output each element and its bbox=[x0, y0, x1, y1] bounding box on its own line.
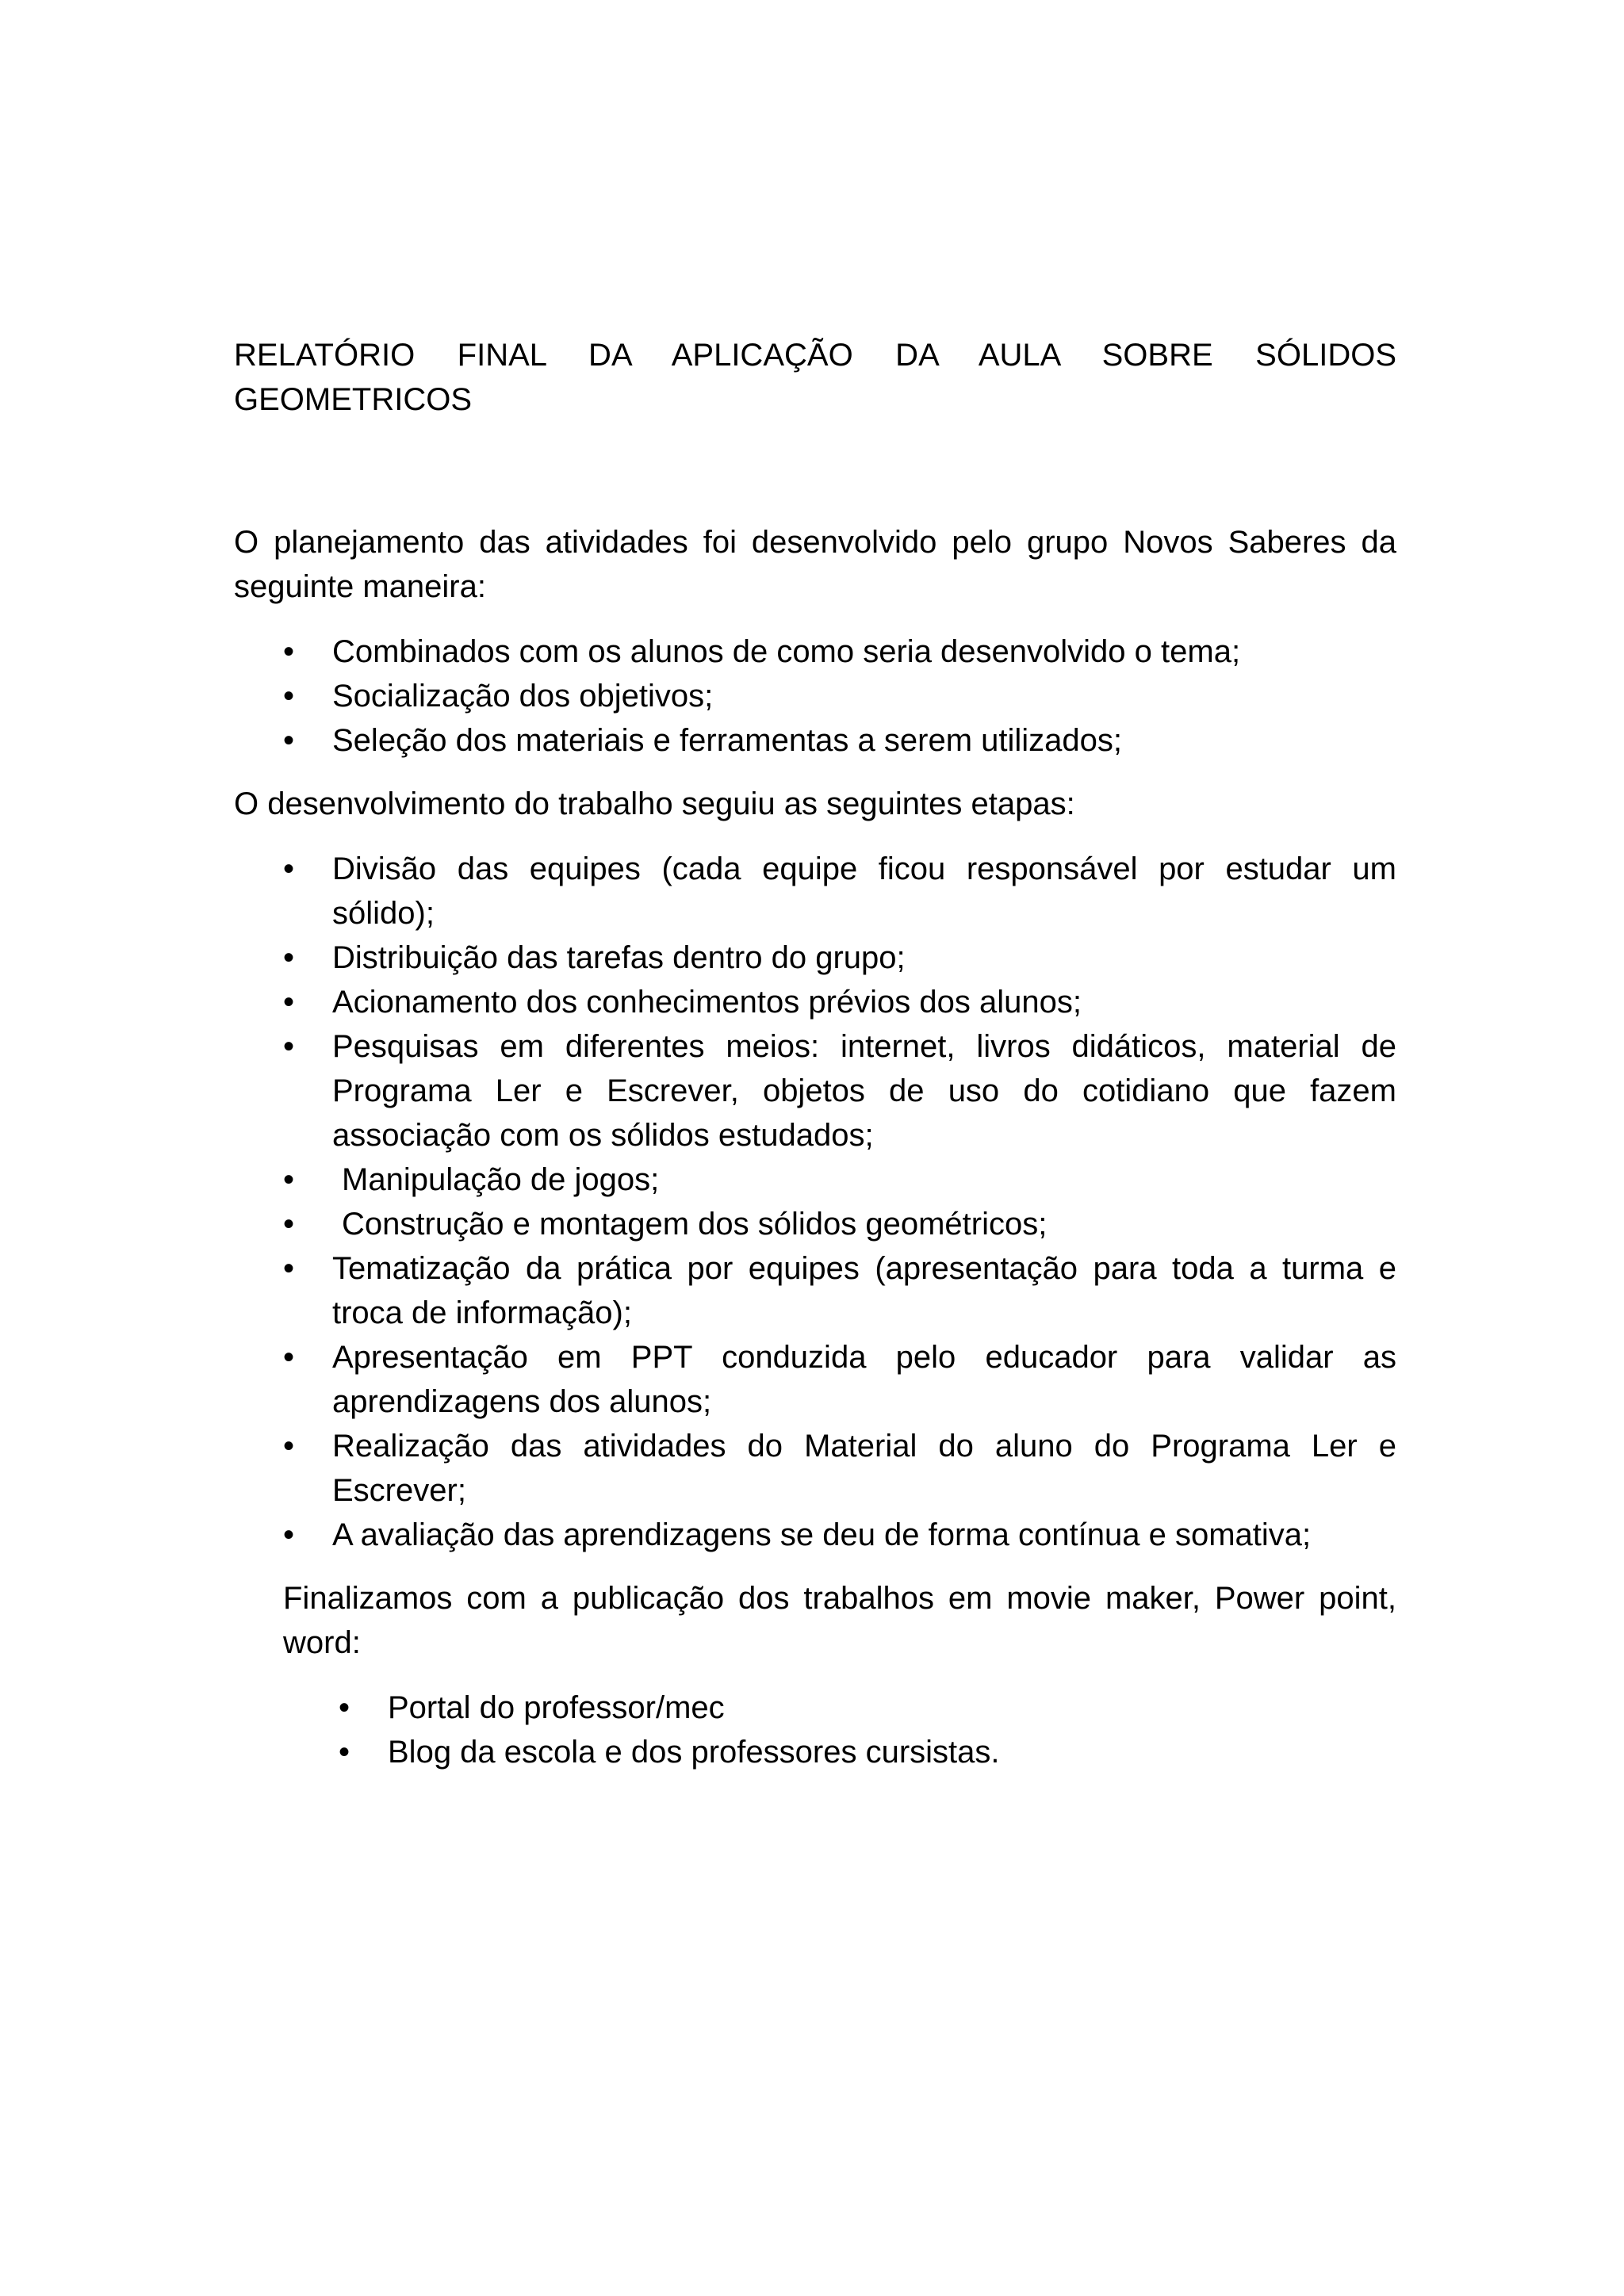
list-item-text: A avaliação das aprendizagens se deu de forma contínua e somativa; bbox=[332, 1517, 1312, 1552]
list-item bbox=[332, 674, 1396, 718]
list-item-text: Apresentação em PPT conduzida pelo educador para validar as aprendizagens dos alunos; bbox=[332, 1340, 1396, 1419]
list-item-text: Distribuição das tarefas dentro do grupo; bbox=[332, 940, 906, 975]
planning-list bbox=[234, 629, 1396, 763]
document-title: RELATÓRIO FINAL DA APLICAÇÃO DA AULA SOBRE SÓLIDOS GEOMETRICOS bbox=[234, 338, 1396, 417]
list-item bbox=[388, 1686, 1396, 1730]
list-item-text: Pesquisas em diferentes meios: internet, livros didáticos, material de Programa Ler e Escrever, objetos de uso do cotidiano que fazem associação com os sólidos estudados; bbox=[332, 1029, 1396, 1153]
list-item bbox=[332, 718, 1396, 763]
list-item bbox=[332, 629, 1396, 674]
list-item bbox=[332, 980, 1396, 1024]
list-item-text: Divisão das equipes (cada equipe ficou responsável por estudar um sólido); bbox=[332, 851, 1396, 931]
development-heading: O desenvolvimento do trabalho seguiu as seguintes etapas: bbox=[234, 786, 1075, 821]
list-item bbox=[332, 1335, 1396, 1424]
list-item-text: Manipulação de jogos; bbox=[342, 1162, 660, 1197]
list-item-text: Construção e montagem dos sólidos geométricos; bbox=[342, 1207, 1048, 1242]
list-item-text: Socialização dos objetivos; bbox=[332, 679, 714, 714]
list-item-text: Portal do professor/mec bbox=[388, 1690, 725, 1725]
closing-paragraph: Finalizamos com a publicação dos trabalhos em movie maker, Power point, word: bbox=[283, 1581, 1396, 1660]
list-item-text: Blog da escola e dos professores cursistas. bbox=[388, 1735, 1000, 1770]
list-item bbox=[332, 1246, 1396, 1335]
list-item-text: Realização das atividades do Material do aluno do Programa Ler e Escrever; bbox=[332, 1429, 1396, 1508]
list-item bbox=[332, 936, 1396, 980]
list-item bbox=[388, 1730, 1396, 1774]
list-item bbox=[332, 1202, 1396, 1246]
publication-list bbox=[234, 1686, 1396, 1774]
document-body bbox=[234, 333, 1396, 1774]
list-item-text: Seleção dos materiais e ferramentas a serem utilizados; bbox=[332, 723, 1123, 758]
list-item bbox=[332, 1424, 1396, 1513]
list-item-text: Acionamento dos conhecimentos prévios dos alunos; bbox=[332, 985, 1082, 1020]
intro-paragraph: O planejamento das atividades foi desenvolvido pelo grupo Novos Saberes da seguinte maneira: bbox=[234, 525, 1396, 604]
list-item-text: Combinados com os alunos de como seria desenvolvido o tema; bbox=[332, 634, 1241, 669]
list-item bbox=[332, 1024, 1396, 1158]
list-item bbox=[332, 1513, 1396, 1557]
list-item bbox=[332, 1158, 1396, 1202]
list-item bbox=[332, 847, 1396, 936]
development-list bbox=[234, 847, 1396, 1557]
list-item-text: Tematização da prática por equipes (apresentação para toda a turma e troca de informação); bbox=[332, 1251, 1396, 1330]
